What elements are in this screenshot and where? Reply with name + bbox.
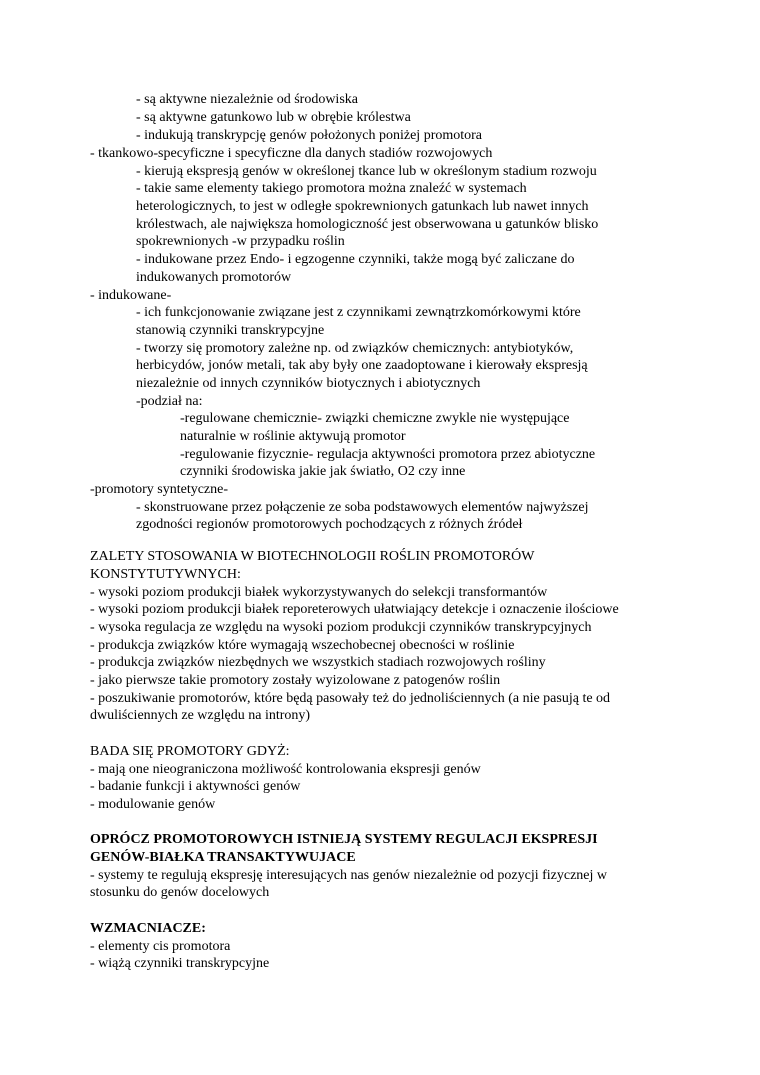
list-item: - elementy cis promotora: [90, 939, 231, 954]
text-line: spokrewnionych -w przypadku roślin: [136, 234, 345, 249]
list-item: - mają one nieograniczona możliwość kontrolowania ekspresji genów: [90, 762, 481, 777]
text-line: - ich funkcjonowanie związane jest z czynnikami zewnątrzkomórkowymi które: [136, 305, 581, 320]
section-heading: KONSTYTUTYWNYCH:: [90, 567, 241, 582]
text-line: zgodności regionów promotorowych pochodzących z różnych źródeł: [136, 517, 523, 532]
list-item: - jako pierwsze takie promotory zostały wyizolowane z patogenów roślin: [90, 673, 501, 688]
text-line: niezależnie od innych czynników biotycznych i abiotycznych: [136, 376, 481, 391]
text-line: herbicydów, jonów metali, tak aby były one zaadoptowane i kierowały ekspresją: [136, 358, 588, 373]
list-item: - badanie funkcji i aktywności genów: [90, 779, 301, 794]
list-item: dwuliściennych ze względu na introny): [90, 708, 311, 723]
text-line: -regulowane chemicznie- związki chemiczne zwykle nie występujące: [180, 411, 570, 426]
text-line: -regulowanie fizycznie- regulacja aktywności promotora przez abiotyczne: [180, 447, 596, 462]
text-line: - indukują transkrypcję genów położonych poniżej promotora: [136, 128, 483, 143]
text-line: stanowią czynniki transkrypcyjne: [136, 323, 325, 338]
list-item: - poszukiwanie promotorów, które będą pasowały też do jednoliściennych (a nie pasują te od: [90, 691, 611, 706]
section-heading: ZALETY STOSOWANIA W BIOTECHNOLOGII ROŚLIN PROMOTORÓW: [90, 549, 535, 564]
text-line: -promotory syntetyczne-: [90, 482, 229, 497]
text-line: - tworzy się promotory zależne np. od związków chemicznych: antybiotyków,: [136, 341, 574, 356]
text-line: stosunku do genów docelowych: [90, 885, 270, 900]
text-line: czynniki środowiska jakie jak światło, O2 czy inne: [180, 464, 466, 479]
text-line: - takie same elementy takiego promotora można znaleźć w systemach: [136, 181, 527, 196]
text-line: - kierują ekspresją genów w określonej tkance lub w określonym stadium rozwoju: [136, 164, 597, 179]
list-item: - produkcja związków które wymagają wszechobecnej obecności w roślinie: [90, 638, 515, 653]
section-heading: BADA SIĘ PROMOTORY GDYŻ:: [90, 744, 290, 759]
text-line: - indukowane przez Endo- i egzogenne czynniki, także mogą być zaliczane do: [136, 252, 575, 267]
list-item: - modulowanie genów: [90, 797, 216, 812]
list-item: - wysoki poziom produkcji białek reporeterowych ułatwiający detekcje i oznaczenie ilościowe: [90, 602, 619, 617]
section-heading: WZMACNIACZE:: [90, 921, 206, 936]
section-heading: GENÓW-BIAŁKA TRANSAKTYWUJACE: [90, 850, 356, 865]
text-line: heterologicznych, to jest w odległe spokrewnionych gatunkach lub nawet innych: [136, 199, 589, 214]
text-line: - systemy te regulują ekspresję interesujących nas genów niezależnie od pozycji fizycznej w: [90, 868, 608, 883]
list-item: - wysoka regulacja ze względu na wysoki poziom produkcji czynników transkrypcyjnych: [90, 620, 592, 635]
text-line: królestwach, ale największa homologiczność jest obserwowana u gatunków blisko: [136, 217, 599, 232]
list-item: - wiążą czynniki transkrypcyjne: [90, 956, 270, 971]
list-item: - produkcja związków niezbędnych we wszystkich stadiach rozwojowych rośliny: [90, 655, 546, 670]
list-item: - wysoki poziom produkcji białek wykorzystywanych do selekcji transformantów: [90, 585, 548, 600]
text-line: indukowanych promotorów: [136, 270, 292, 285]
text-line: - są aktywne niezależnie od środowiska: [136, 92, 358, 107]
text-line: - skonstruowane przez połączenie ze soba podstawowych elementów najwyższej: [136, 500, 589, 515]
text-line: - indukowane-: [90, 288, 172, 303]
text-line: - tkankowo-specyficzne i specyficzne dla danych stadiów rozwojowych: [90, 146, 493, 161]
section-heading: OPRÓCZ PROMOTOROWYCH ISTNIEJĄ SYSTEMY REGULACJI EKSPRESJI: [90, 832, 598, 847]
text-line: -podział na:: [136, 394, 203, 409]
text-line: naturalnie w roślinie aktywują promotor: [180, 429, 406, 444]
text-line: - są aktywne gatunkowo lub w obrębie królestwa: [136, 110, 411, 125]
